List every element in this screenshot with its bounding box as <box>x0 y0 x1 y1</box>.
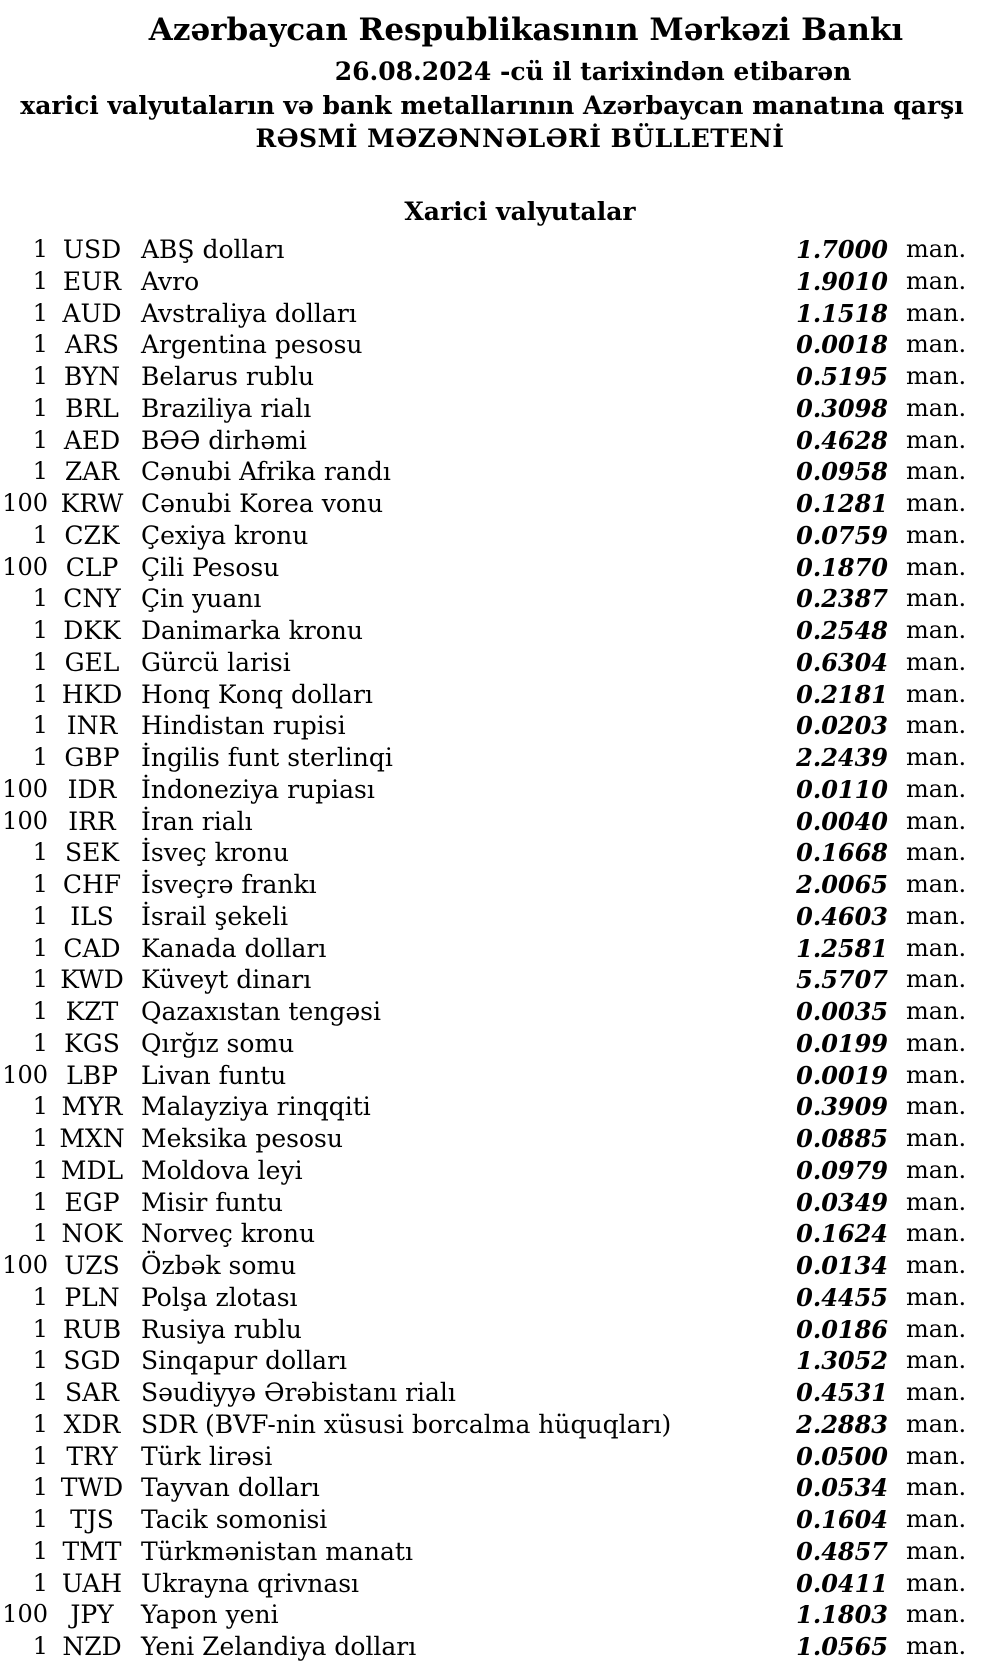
unit-cell: man. <box>906 743 967 771</box>
table-row <box>0 615 1000 647</box>
currency-name-cell: Livan funtu <box>141 1060 287 1090</box>
table-row <box>0 1568 1000 1600</box>
currency-code-cell: TRY <box>66 1441 118 1471</box>
currency-name-cell: Argentina pesosu <box>141 330 363 360</box>
currency-name-cell: Avstraliya dolları <box>141 298 357 328</box>
currency-code-cell: TJS <box>70 1505 114 1534</box>
currency-name-cell: Çexiya kronu <box>141 520 309 550</box>
currency-name-cell: Qazaxıstan tengəsi <box>141 997 381 1026</box>
rates-table <box>0 234 1000 1663</box>
currency-code-cell: GBP <box>64 743 120 772</box>
rate-cell: 0.3098 <box>796 393 888 423</box>
currency-code-cell: USD <box>62 235 122 264</box>
rate-cell: 0.1624 <box>796 1219 888 1249</box>
table-row <box>0 1631 1000 1663</box>
rate-cell: 0.1604 <box>796 1505 888 1534</box>
currency-name-cell: İsveçrə frankı <box>141 870 317 899</box>
table-row <box>0 1345 1000 1377</box>
rate-cell: 0.1870 <box>796 552 888 582</box>
unit-cell: man. <box>906 1600 967 1629</box>
table-row <box>0 234 1000 266</box>
quantity-cell: 1 <box>32 425 48 454</box>
unit-cell: man. <box>906 1473 967 1502</box>
quantity-cell: 1 <box>32 1028 48 1057</box>
currency-code-cell: XDR <box>63 1409 121 1439</box>
quantity-cell: 1 <box>32 393 48 422</box>
quantity-cell: 1 <box>32 901 48 930</box>
currency-code-cell: TWD <box>60 1473 124 1503</box>
unit-cell: man. <box>906 838 967 867</box>
quantity-cell: 1 <box>32 1155 48 1184</box>
quantity-cell: 1 <box>32 457 48 486</box>
table-row <box>0 933 1000 965</box>
unit-cell: man. <box>906 679 967 708</box>
table-row <box>0 1441 1000 1473</box>
unit-cell: man. <box>906 489 967 517</box>
table-row <box>0 456 1000 488</box>
rate-cell: 1.2581 <box>796 933 888 963</box>
unit-cell: man. <box>906 425 967 454</box>
currency-code-cell: UAH <box>61 1568 123 1598</box>
quantity-cell: 1 <box>32 235 48 263</box>
unit-cell: man. <box>906 806 967 835</box>
quantity-cell: 100 <box>2 1060 48 1089</box>
table-row <box>0 298 1000 330</box>
unit-cell: man. <box>906 1155 967 1184</box>
currency-name-cell: Küveyt dinarı <box>141 965 312 995</box>
quantity-cell: 1 <box>32 743 48 771</box>
currency-name-cell: Norveç kronu <box>141 1219 316 1249</box>
rate-cell: 1.1803 <box>796 1600 888 1630</box>
rate-cell: 0.4455 <box>796 1282 888 1312</box>
rate-cell: 0.0110 <box>796 774 888 804</box>
currency-name-cell: Meksika pesosu <box>141 1124 343 1153</box>
table-row <box>0 1187 1000 1219</box>
unit-cell: man. <box>906 1378 967 1406</box>
currency-name-cell: Qırğız somu <box>141 1028 295 1058</box>
currency-code-cell: TMT <box>62 1536 122 1566</box>
currency-code-cell: CLP <box>65 552 119 582</box>
unit-cell: man. <box>906 933 967 962</box>
table-row <box>0 266 1000 298</box>
currency-name-cell: Hindistan rupisi <box>141 711 346 741</box>
table-row <box>0 329 1000 361</box>
table-row <box>0 1028 1000 1060</box>
rate-cell: 0.0759 <box>796 520 888 550</box>
table-row <box>0 1218 1000 1250</box>
unit-cell: man. <box>906 1282 967 1311</box>
currency-code-cell: CHF <box>62 870 122 899</box>
rate-cell: 0.1281 <box>796 489 888 518</box>
unit-cell: man. <box>906 1028 967 1057</box>
table-row <box>0 393 1000 425</box>
quantity-cell: 1 <box>32 997 48 1025</box>
currency-name-cell: İndoneziya rupiası <box>141 774 375 804</box>
quantity-cell: 1 <box>32 838 48 867</box>
currency-name-cell: İsveç kronu <box>141 838 289 868</box>
unit-cell: man. <box>906 393 967 422</box>
table-row <box>0 774 1000 806</box>
bulletin-subtitle: xarici valyutaların və bank metallarının Azərbaycan manatına qarşı <box>20 91 964 120</box>
currency-code-cell: AED <box>63 425 121 455</box>
unit-cell: man. <box>906 584 967 613</box>
quantity-cell: 1 <box>32 1282 48 1311</box>
rate-cell: 1.1518 <box>796 298 888 328</box>
unit-cell: man. <box>906 1632 967 1660</box>
currency-name-cell: Yeni Zelandiya dolları <box>141 1632 417 1661</box>
unit-cell: man. <box>906 1092 967 1121</box>
rate-cell: 1.3052 <box>796 1346 888 1376</box>
unit-cell: man. <box>906 901 967 930</box>
rate-cell: 0.0203 <box>796 711 888 741</box>
rate-cell: 0.4603 <box>796 901 888 931</box>
quantity-cell: 1 <box>32 1632 48 1660</box>
currency-name-cell: Özbək somu <box>141 1251 297 1280</box>
quantity-cell: 1 <box>32 1568 48 1597</box>
quantity-cell: 1 <box>32 1536 48 1565</box>
quantity-cell: 1 <box>32 1124 48 1152</box>
currency-name-cell: Kanada dolları <box>141 933 327 963</box>
unit-cell: man. <box>906 520 967 549</box>
currency-code-cell: AUD <box>62 298 122 328</box>
bank-title: Azərbaycan Respublikasının Mərkəzi Bankı <box>148 12 904 48</box>
quantity-cell: 100 <box>2 774 48 803</box>
unit-cell: man. <box>906 616 967 644</box>
table-row <box>0 901 1000 933</box>
rate-cell: 0.0018 <box>796 330 888 360</box>
table-row <box>0 361 1000 393</box>
currency-name-cell: ABŞ dolları <box>141 235 285 264</box>
unit-cell: man. <box>906 774 967 803</box>
quantity-cell: 1 <box>32 933 48 962</box>
unit-cell: man. <box>906 235 967 263</box>
table-row <box>0 1282 1000 1314</box>
table-row <box>0 425 1000 457</box>
currency-code-cell: EUR <box>62 266 122 296</box>
quantity-cell: 1 <box>32 1314 48 1343</box>
quantity-cell: 1 <box>32 679 48 708</box>
currency-code-cell: CNY <box>63 584 121 614</box>
currency-name-cell: Rusiya rublu <box>141 1314 302 1344</box>
table-row <box>0 1504 1000 1536</box>
currency-code-cell: CAD <box>63 933 121 963</box>
rate-cell: 0.0411 <box>796 1568 888 1598</box>
table-row <box>0 710 1000 742</box>
unit-cell: man. <box>906 1441 967 1470</box>
unit-cell: man. <box>906 362 967 390</box>
currency-name-cell: Cənubi Afrika randı <box>141 457 391 487</box>
currency-code-cell: GEL <box>64 647 120 677</box>
table-row <box>0 520 1000 552</box>
unit-cell: man. <box>906 552 967 581</box>
quantity-cell: 1 <box>32 266 48 295</box>
currency-name-cell: Ukrayna qrivnası <box>141 1568 360 1598</box>
quantity-cell: 100 <box>2 806 48 835</box>
rate-cell: 0.2181 <box>796 679 888 709</box>
table-row <box>0 1091 1000 1123</box>
unit-cell: man. <box>906 1409 967 1438</box>
unit-cell: man. <box>906 1346 967 1375</box>
quantity-cell: 1 <box>32 1187 48 1216</box>
table-row <box>0 869 1000 901</box>
table-row <box>0 1123 1000 1155</box>
currency-code-cell: JPY <box>70 1600 114 1630</box>
rate-cell: 0.0199 <box>796 1028 888 1058</box>
quantity-cell: 100 <box>2 1251 48 1279</box>
table-row <box>0 1599 1000 1631</box>
rate-cell: 0.0019 <box>796 1060 888 1090</box>
currency-name-cell: Türk lirəsi <box>141 1441 273 1471</box>
currency-name-cell: Avro <box>141 266 200 296</box>
table-row <box>0 1060 1000 1092</box>
quantity-cell: 1 <box>32 616 48 644</box>
currency-name-cell: İran rialı <box>141 806 253 836</box>
unit-cell: man. <box>906 870 967 898</box>
currency-code-cell: BRL <box>65 393 119 423</box>
currency-code-cell: UZS <box>64 1251 120 1280</box>
rate-cell: 0.0885 <box>796 1124 888 1153</box>
rate-cell: 0.0035 <box>796 997 888 1026</box>
quantity-cell: 1 <box>32 711 48 740</box>
currency-code-cell: IRR <box>68 806 116 836</box>
unit-cell: man. <box>906 1060 967 1089</box>
unit-cell: man. <box>906 1536 967 1565</box>
unit-cell: man. <box>906 298 967 327</box>
table-row <box>0 1377 1000 1409</box>
currency-code-cell: SGD <box>63 1346 121 1376</box>
quantity-cell: 1 <box>32 1092 48 1121</box>
rate-cell: 0.3909 <box>796 1092 888 1122</box>
quantity-cell: 1 <box>32 1473 48 1502</box>
unit-cell: man. <box>906 965 967 994</box>
currency-name-cell: Honq Konq dolları <box>141 679 373 709</box>
rate-cell: 2.0065 <box>796 870 888 899</box>
currency-code-cell: NOK <box>61 1219 123 1249</box>
currency-code-cell: ZAR <box>64 457 120 487</box>
table-row <box>0 1409 1000 1441</box>
unit-cell: man. <box>906 711 967 740</box>
currency-code-cell: MYR <box>61 1092 123 1122</box>
table-row <box>0 1472 1000 1504</box>
quantity-cell: 1 <box>32 298 48 327</box>
currency-name-cell: Belarus rublu <box>141 362 315 391</box>
unit-cell: man. <box>906 1505 967 1533</box>
table-row <box>0 1155 1000 1187</box>
currency-code-cell: DKK <box>63 616 121 645</box>
quantity-cell: 1 <box>32 1409 48 1438</box>
rate-cell: 1.9010 <box>796 266 888 296</box>
table-row <box>0 837 1000 869</box>
quantity-cell: 100 <box>2 1600 48 1629</box>
rate-cell: 0.5195 <box>796 362 888 391</box>
currency-code-cell: SAR <box>64 1378 119 1407</box>
table-row <box>0 552 1000 584</box>
unit-cell: man. <box>906 1251 967 1279</box>
currency-code-cell: PLN <box>64 1282 120 1312</box>
currency-code-cell: MDL <box>60 1155 124 1185</box>
rate-cell: 1.0565 <box>796 1632 888 1661</box>
quantity-cell: 1 <box>32 870 48 898</box>
unit-cell: man. <box>906 1568 967 1597</box>
table-row <box>0 1536 1000 1568</box>
quantity-cell: 100 <box>2 552 48 581</box>
currency-name-cell: Tayvan dolları <box>141 1473 320 1503</box>
rate-cell: 0.0979 <box>796 1155 888 1185</box>
rate-cell: 0.4628 <box>796 425 888 455</box>
unit-cell: man. <box>906 457 967 486</box>
currency-code-cell: ARS <box>64 330 119 360</box>
currency-code-cell: INR <box>66 711 118 741</box>
quantity-cell: 1 <box>32 647 48 676</box>
unit-cell: man. <box>906 997 967 1025</box>
currency-name-cell: BƏƏ dirhəmi <box>141 425 307 455</box>
currency-code-cell: NZD <box>62 1632 122 1661</box>
quantity-cell: 1 <box>32 520 48 549</box>
currency-name-cell: SDR (BVF-nin xüsusi borcalma hüquqları) <box>141 1409 672 1439</box>
rate-cell: 0.0134 <box>796 1251 888 1280</box>
currency-code-cell: CZK <box>64 520 120 550</box>
unit-cell: man. <box>906 1187 967 1216</box>
currency-code-cell: LBP <box>66 1060 118 1090</box>
table-row <box>0 1314 1000 1346</box>
currency-code-cell: EGP <box>64 1187 120 1217</box>
currency-code-cell: RUB <box>62 1314 122 1344</box>
section-title: Xarici valyutalar <box>404 197 636 226</box>
currency-name-cell: Moldova leyi <box>141 1155 303 1185</box>
unit-cell: man. <box>906 647 967 676</box>
currency-name-cell: Çin yuanı <box>141 584 262 614</box>
currency-name-cell: Çili Pesosu <box>141 552 280 582</box>
currency-code-cell: KZT <box>65 997 119 1026</box>
currency-name-cell: Danimarka kronu <box>141 616 363 645</box>
quantity-cell: 1 <box>32 584 48 613</box>
currency-name-cell: Türkmənistan manatı <box>141 1536 413 1566</box>
quantity-cell: 1 <box>32 1505 48 1533</box>
currency-name-cell: Braziliya rialı <box>141 393 312 423</box>
currency-name-cell: Malayziya rinqqiti <box>141 1092 371 1122</box>
quantity-cell: 1 <box>32 1378 48 1406</box>
quantity-cell: 100 <box>2 489 48 517</box>
currency-name-cell: Gürcü larisi <box>141 647 291 677</box>
currency-name-cell: Səudiyyə Ərəbistanı rialı <box>141 1378 456 1407</box>
quantity-cell: 1 <box>32 330 48 359</box>
currency-name-cell: Misir funtu <box>141 1187 283 1217</box>
currency-code-cell: KWD <box>60 965 124 995</box>
table-row <box>0 647 1000 679</box>
table-row <box>0 1250 1000 1282</box>
table-row <box>0 996 1000 1028</box>
unit-cell: man. <box>906 266 967 295</box>
table-row <box>0 583 1000 615</box>
rate-cell: 0.0534 <box>796 1473 888 1503</box>
currency-code-cell: HKD <box>61 679 123 709</box>
currency-code-cell: IDR <box>67 774 117 804</box>
currency-name-cell: İsrail şekeli <box>141 901 289 931</box>
currency-name-cell: Polşa zlotası <box>141 1282 298 1312</box>
currency-name-cell: Sinqapur dolları <box>141 1346 348 1376</box>
unit-cell: man. <box>906 1124 967 1152</box>
rate-cell: 0.0186 <box>796 1314 888 1344</box>
currency-code-cell: SEK <box>64 838 120 868</box>
currency-name-cell: İngilis funt sterlinqi <box>141 743 393 772</box>
quantity-cell: 1 <box>32 1346 48 1375</box>
rate-cell: 0.0040 <box>796 806 888 836</box>
quantity-cell: 1 <box>32 1219 48 1248</box>
bulletin-heading: RƏSMİ MƏZƏNNƏLƏRİ BÜLLETENİ <box>255 124 785 153</box>
rate-cell: 0.0349 <box>796 1187 888 1217</box>
rate-cell: 0.0958 <box>796 457 888 487</box>
table-row <box>0 742 1000 774</box>
unit-cell: man. <box>906 1219 967 1248</box>
currency-name-cell: Cənubi Korea vonu <box>141 489 384 518</box>
currency-code-cell: KGS <box>64 1028 120 1058</box>
rate-cell: 0.4857 <box>796 1536 888 1566</box>
rate-cell: 5.5707 <box>796 965 888 995</box>
rate-cell: 0.1668 <box>796 838 888 868</box>
rate-cell: 0.2387 <box>796 584 888 614</box>
table-row <box>0 806 1000 838</box>
quantity-cell: 1 <box>32 1441 48 1470</box>
unit-cell: man. <box>906 1314 967 1343</box>
currency-code-cell: ILS <box>70 901 114 931</box>
rate-cell: 2.2883 <box>796 1409 888 1439</box>
currency-name-cell: Yapon yeni <box>141 1600 279 1630</box>
table-row <box>0 679 1000 711</box>
currency-name-cell: Tacik somonisi <box>141 1505 328 1534</box>
effective-date: 26.08.2024 -cü il tarixindən etibarən <box>334 57 852 86</box>
quantity-cell: 1 <box>32 362 48 390</box>
rate-cell: 0.0500 <box>796 1441 888 1471</box>
rate-cell: 2.2439 <box>796 743 888 772</box>
rate-cell: 1.7000 <box>796 235 888 264</box>
rate-cell: 0.4531 <box>796 1378 888 1407</box>
unit-cell: man. <box>906 330 967 359</box>
rate-cell: 0.6304 <box>796 647 888 677</box>
table-row <box>0 964 1000 996</box>
currency-code-cell: KRW <box>60 489 124 518</box>
currency-code-cell: MXN <box>59 1124 125 1153</box>
rate-cell: 0.2548 <box>796 616 888 645</box>
quantity-cell: 1 <box>32 965 48 994</box>
currency-code-cell: BYN <box>63 362 121 391</box>
table-row <box>0 488 1000 520</box>
